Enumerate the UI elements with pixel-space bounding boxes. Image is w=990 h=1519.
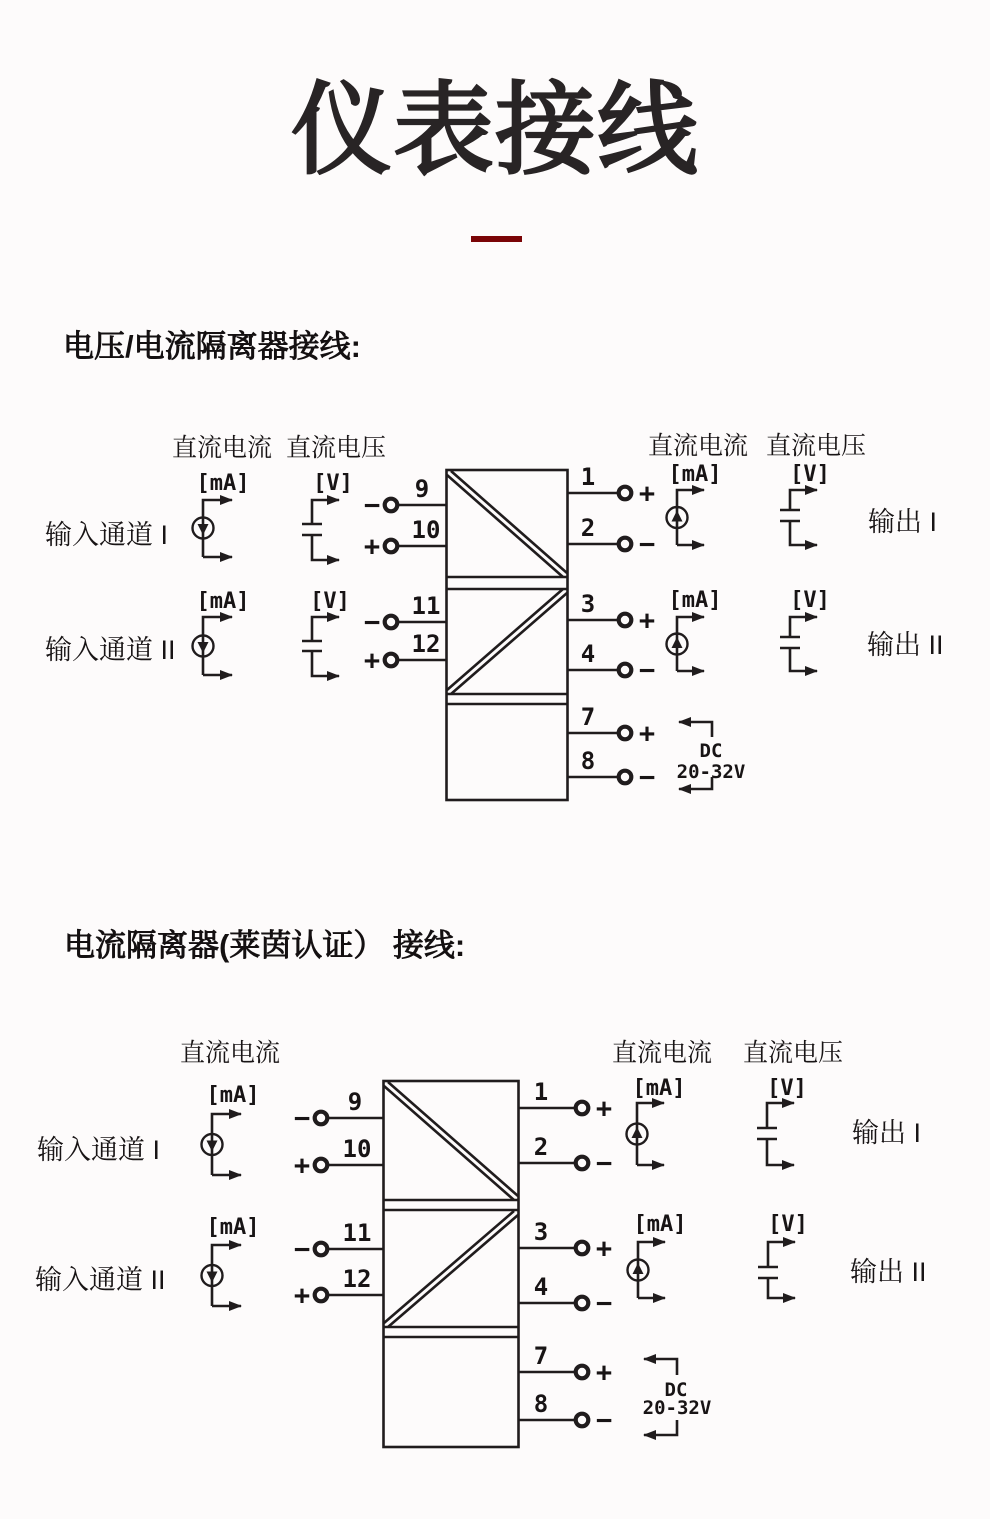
d1-terminal-4-number: 4 [580,640,596,668]
d1-terminal-4-sign: − [638,655,656,686]
d2-in2-current-source-symbol [202,1245,242,1306]
d2-terminal-right-1 [519,1078,613,1124]
d1-output-1-label: 输出 I [868,507,938,537]
d1-output-2-label: 输出 II [867,630,944,660]
d2-out1-ma-label: [mA] [632,1076,686,1101]
d2-in2-ma-label: [mA] [206,1215,260,1240]
d1-terminal-7-number: 7 [580,703,596,731]
d1-terminal-1-number: 1 [580,463,596,491]
d2-terminal-12-number: 12 [342,1265,372,1293]
d2-terminal-12-sign: + [293,1280,311,1311]
d2-terminal-7-number: 7 [533,1342,549,1370]
d1-terminal-10-number: 10 [411,516,441,544]
d1-in1-voltage-source-symbol [302,500,339,560]
d1-terminal-8-sign: − [638,762,656,793]
d2-terminal-right-8 [519,1390,613,1436]
d1-terminal-right-8 [568,747,656,793]
d1-dc-label: DC [699,740,723,762]
d2-terminal-3-sign: + [595,1233,613,1264]
d2-terminal-10-number: 10 [342,1135,372,1163]
d1-left-header-current: 直流电流 [171,434,273,462]
d1-terminal-left-9 [364,475,446,521]
d2-terminal-right-2 [519,1133,613,1179]
d1-terminal-12-sign: + [363,645,381,676]
section2-heading: 电流隔离器(莱茵认证） 接线: [64,928,466,963]
d2-out1-current-source-symbol [627,1103,665,1165]
d2-output-1-label: 输出 I [852,1118,922,1148]
d2-terminal-11-sign: − [293,1234,311,1265]
d2-terminal-9-sign: − [293,1103,311,1134]
d2-terminal-7-sign: + [595,1357,613,1388]
d2-dc-range-label: 20-32V [642,1397,712,1419]
d2-terminal-2-sign: − [595,1148,613,1179]
d1-input-channel-1-label: 输入通道 I [45,520,169,550]
d1-out1-voltage-source-symbol [780,490,817,545]
d1-terminal-right-7 [568,703,656,749]
d1-terminal-right-2 [568,514,656,560]
d1-out2-current-source-symbol [667,617,705,671]
d1-terminal-3-sign: + [638,605,656,636]
d2-dc-label: DC [664,1379,688,1401]
d2-terminal-left-10 [294,1135,383,1181]
d2-in1-current-source-symbol [202,1114,242,1175]
d1-terminal-right-4 [568,640,656,686]
d2-dc-power-symbol [643,1359,712,1435]
d2-terminal-left-9 [294,1088,383,1134]
d1-terminal-2-number: 2 [580,514,596,542]
d2-input-channel-2-label: 输入通道 II [35,1265,166,1295]
d2-terminal-8-number: 8 [533,1390,549,1418]
d2-right-header-voltage: 直流电压 [742,1039,844,1067]
d2-out2-voltage-source-symbol [758,1242,795,1298]
d1-terminal-7-sign: + [638,718,656,749]
d2-out1-voltage-source-symbol [757,1103,794,1165]
d1-terminal-9-number: 9 [414,475,430,503]
page-title: 仪表接线 [290,75,699,187]
d1-terminal-11-number: 11 [411,592,441,620]
diagram-voltage-current-isolator [0,410,990,830]
d2-terminal-3-number: 3 [533,1218,549,1246]
d2-input-channel-1-label: 输入通道 I [37,1135,161,1165]
d1-out1-ma-label: [mA] [668,462,722,487]
d1-in2-ma-label: [mA] [196,589,250,614]
diagram-current-isolator-rheinland [0,1020,990,1480]
d2-terminal-1-sign: + [595,1093,613,1124]
d2-terminal-4-sign: − [595,1288,613,1319]
d2-in1-ma-label: [mA] [206,1083,260,1108]
d1-out2-voltage-source-symbol [780,617,817,671]
d1-terminal-10-sign: + [363,531,381,562]
d1-in1-v-label: [V] [313,471,353,496]
d1-right-header-voltage: 直流电压 [765,432,867,460]
d2-terminal-right-4 [519,1273,613,1319]
d1-terminal-8-number: 8 [580,747,596,775]
d2-terminal-left-11 [294,1219,383,1265]
d1-left-header-voltage: 直流电压 [285,434,387,462]
d2-terminal-right-3 [519,1218,613,1264]
d1-terminal-right-1 [568,463,656,509]
d1-in1-ma-label: [mA] [196,471,250,496]
d2-terminal-11-number: 11 [342,1219,372,1247]
d1-in2-current-source-symbol [193,617,233,675]
d1-terminal-9-sign: − [363,490,381,521]
d1-terminal-right-3 [568,590,656,636]
d2-terminal-4-number: 4 [533,1273,549,1301]
d2-left-header-current: 直流电流 [179,1039,281,1067]
section1-heading: 电压/电流隔离器接线: [63,329,361,364]
d1-dc-range-label: 20-32V [676,761,746,783]
d1-terminal-3-number: 3 [580,590,596,618]
d1-input-channel-2-label: 输入通道 II [45,635,176,665]
d1-terminal-left-10 [364,516,446,562]
d1-in1-current-source-symbol [193,500,233,557]
d1-dc-power-symbol [677,722,746,789]
d1-terminal-11-sign: − [363,607,381,638]
d1-out1-current-source-symbol [667,490,705,545]
d2-right-header-current: 直流电流 [611,1039,713,1067]
d1-in2-voltage-source-symbol [302,617,339,676]
d1-in2-v-label: [V] [310,589,350,614]
d2-terminal-left-12 [294,1265,383,1311]
d1-right-header-current: 直流电流 [647,432,749,460]
d2-out2-v-label: [V] [768,1212,808,1237]
d2-isolator-body [384,1081,519,1447]
d1-out1-v-label: [V] [790,462,830,487]
d1-terminal-12-number: 12 [411,630,441,658]
d2-out2-current-source-symbol [628,1242,666,1298]
d2-out2-ma-label: [mA] [633,1212,687,1237]
d1-terminal-1-sign: + [638,478,656,509]
title-underline [471,236,522,242]
d1-isolator-body [447,470,568,800]
d2-out1-v-label: [V] [767,1076,807,1101]
d2-output-2-label: 输出 II [850,1257,927,1287]
d2-terminal-10-sign: + [293,1150,311,1181]
d1-out2-v-label: [V] [790,588,830,613]
d2-terminal-9-number: 9 [347,1088,363,1116]
d2-terminal-8-sign: − [595,1405,613,1436]
d1-terminal-2-sign: − [638,529,656,560]
d1-out2-ma-label: [mA] [668,588,722,613]
d2-terminal-1-number: 1 [533,1078,549,1106]
d2-terminal-right-7 [519,1342,613,1388]
d2-terminal-2-number: 2 [533,1133,549,1161]
